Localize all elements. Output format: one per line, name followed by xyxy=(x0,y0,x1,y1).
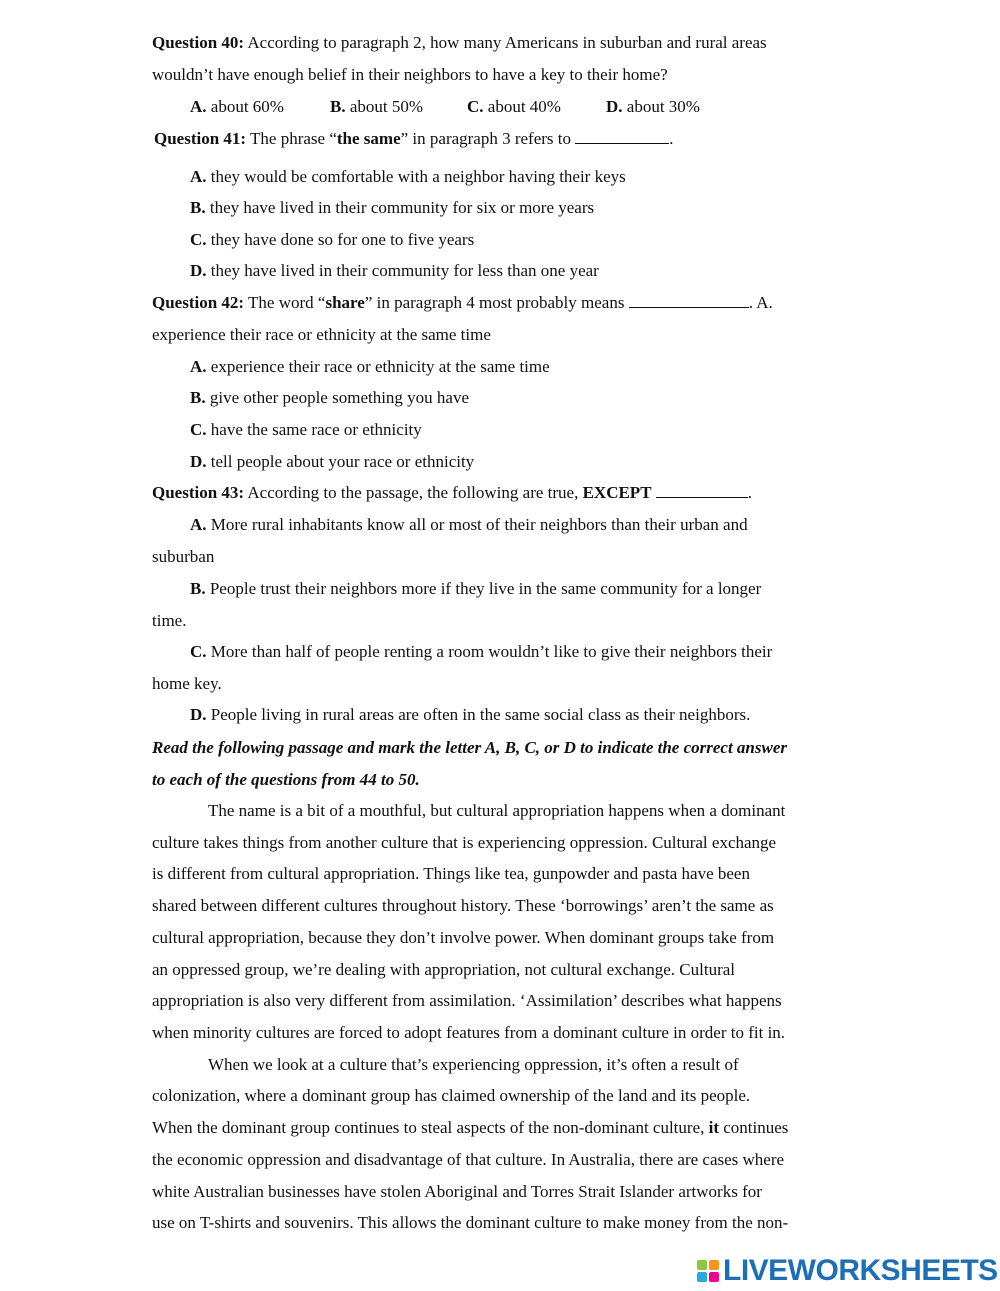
logo-square xyxy=(697,1272,707,1282)
q43-blank xyxy=(656,483,748,498)
q41-option-c[interactable]: C. they have done so for one to five years xyxy=(190,230,475,249)
q43-option-b-cont: time. xyxy=(152,611,187,630)
passage-p1-line3: is different from cultural appropriation. Things like tea, gunpowder and pasta have been xyxy=(152,864,750,883)
q41-label: Question 41: xyxy=(154,129,247,148)
liveworksheets-logo xyxy=(697,1255,998,1287)
q43-stem: Question 43: According to the passage, the following are true, EXCEPT . xyxy=(152,483,753,502)
q43-label: Question 43: xyxy=(152,483,245,502)
q40-option-c[interactable]: C. about 40% xyxy=(467,97,561,116)
q40-option-d[interactable]: D. about 30% xyxy=(606,97,700,116)
passage-p1-line8: when minority cultures are forced to adopt features from a dominant culture in order to fit in. xyxy=(152,1023,786,1042)
q41-blank xyxy=(575,129,669,144)
q43-option-a-cont: suburban xyxy=(152,547,215,566)
logo-square xyxy=(709,1272,719,1282)
q41-option-b[interactable]: B. they have lived in their community for six or more years xyxy=(190,198,595,217)
q42-stem-line2: experience their race or ethnicity at the same time xyxy=(152,325,491,344)
instruction-line1: Read the following passage and mark the letter A, B, C, or D to indicate the correct answer xyxy=(152,738,788,757)
passage-p1-line6: an oppressed group, we’re dealing with appropriation, not cultural exchange. Cultural xyxy=(152,960,736,979)
passage-p2-line2: colonization, where a dominant group has claimed ownership of the land and its people. xyxy=(152,1086,751,1105)
logo-square xyxy=(709,1260,719,1270)
passage-p2-line3: When the dominant group continues to steal aspects of the non-dominant culture, it continues xyxy=(152,1118,789,1137)
q43-option-a[interactable]: A. More rural inhabitants know all or most of their neighbors than their urban and xyxy=(190,515,748,534)
q41-option-a[interactable]: A. they would be comfortable with a neighbor having their keys xyxy=(190,167,626,186)
q40-stem-line1: Question 40: According to paragraph 2, how many Americans in suburban and rural areas xyxy=(152,33,767,52)
passage-p1-line7: appropriation is also very different from assimilation. ‘Assimilation’ describes what happens xyxy=(152,991,782,1010)
q40-option-b[interactable]: B. about 50% xyxy=(330,97,424,116)
q43-option-c[interactable]: C. More than half of people renting a room wouldn’t like to give their neighbors their xyxy=(190,642,773,661)
passage-p1-line2: culture takes things from another culture that is experiencing oppression. Cultural exchange xyxy=(152,833,777,852)
referent-it: it xyxy=(708,1118,719,1137)
passage-p2-line1: When we look at a culture that’s experiencing oppression, it’s often a result of xyxy=(208,1055,739,1074)
q42-option-c[interactable]: C. have the same race or ethnicity xyxy=(190,420,422,439)
q43-option-d[interactable]: D. People living in rural areas are often in the same social class as their neighbors. xyxy=(190,705,751,724)
q42-option-d[interactable]: D. tell people about your race or ethnicity xyxy=(190,452,475,471)
q42-option-a[interactable]: A. experience their race or ethnicity at the same time xyxy=(190,357,550,376)
q43-option-c-cont: home key. xyxy=(152,674,222,693)
q42-label: Question 42: xyxy=(152,293,245,312)
logo-squares-icon xyxy=(697,1260,719,1282)
q42-option-b[interactable]: B. give other people something you have xyxy=(190,388,470,407)
passage-p1-line4: shared between different cultures throughout history. These ‘borrowings’ aren’t the same as xyxy=(152,896,774,915)
logo-text: LIVEWORKSHEETS xyxy=(723,1254,998,1287)
passage-p1-line5: cultural appropriation, because they don’t involve power. When dominant groups take from xyxy=(152,928,775,947)
passage-p1-line1: The name is a bit of a mouthful, but cultural appropriation happens when a dominant xyxy=(208,801,786,820)
instruction-line2: to each of the questions from 44 to 50. xyxy=(152,770,420,789)
q40-option-a[interactable]: A. about 60% xyxy=(190,97,284,116)
passage-p2-line5: white Australian businesses have stolen Aboriginal and Torres Strait Islander artworks for xyxy=(152,1182,762,1201)
q40-stem-line2: wouldn’t have enough belief in their neighbors to have a key to their home? xyxy=(152,65,668,84)
logo-square xyxy=(697,1260,707,1270)
q41-option-d[interactable]: D. they have lived in their community for less than one year xyxy=(190,261,599,280)
passage-p2-line6: use on T-shirts and souvenirs. This allows the dominant culture to make money from the non- xyxy=(152,1213,789,1232)
q41-stem: Question 41: The phrase “the same” in paragraph 3 refers to . xyxy=(154,129,674,148)
q42-stem-line1: Question 42: The word “share” in paragraph 4 most probably means . A. xyxy=(152,293,773,312)
q43-option-b[interactable]: B. People trust their neighbors more if they live in the same community for a longer xyxy=(190,579,762,598)
q40-label: Question 40: xyxy=(152,33,245,52)
q42-blank xyxy=(629,293,749,308)
passage-p2-line4: the economic oppression and disadvantage of that culture. In Australia, there are cases where xyxy=(152,1150,785,1169)
